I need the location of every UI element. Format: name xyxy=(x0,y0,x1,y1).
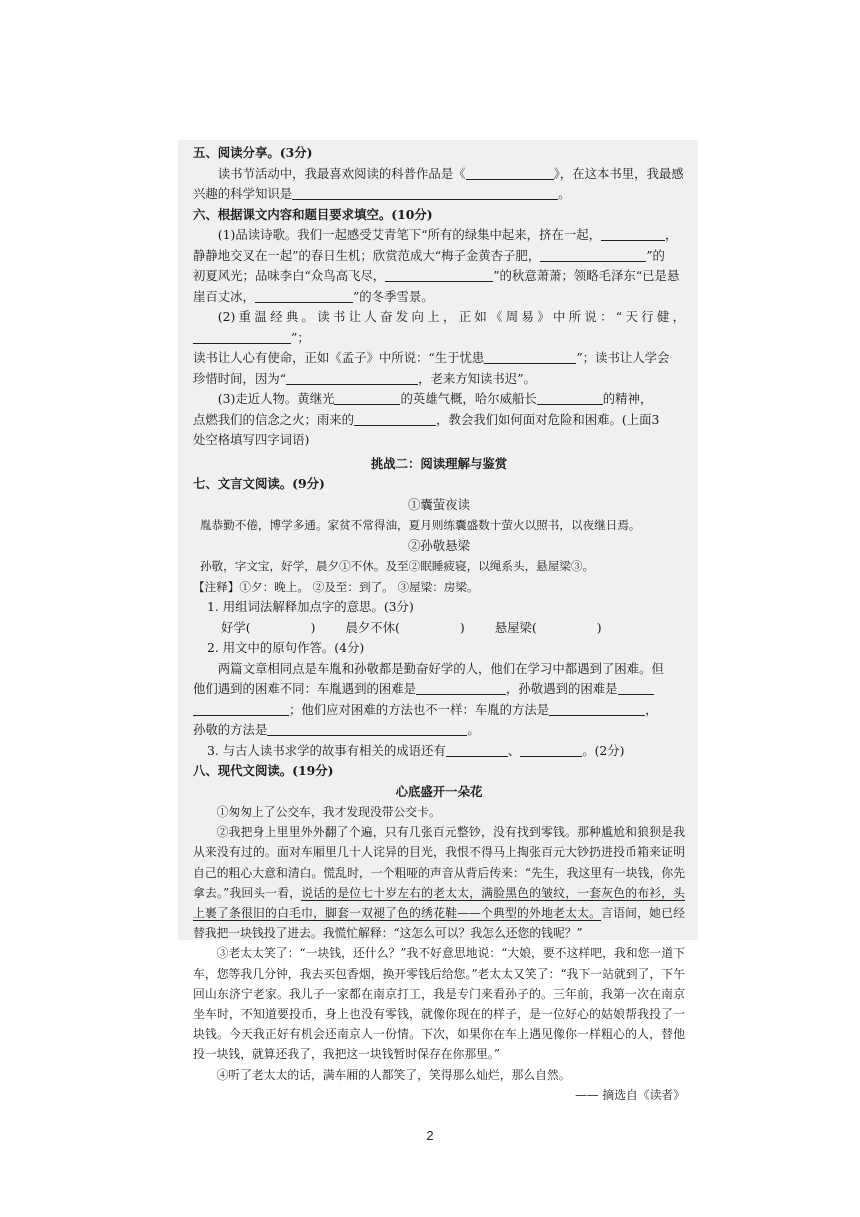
answer-blank[interactable] xyxy=(618,680,654,695)
section-5-line1: 读书节活动中，我最喜欢阅读的科普作品是《 》，在这本书里，我最感 xyxy=(217,165,684,181)
text-2-body: 孙敬，字文宝，好学，晨夕①不休。及至②眠睡疲寝，以绳系头，悬屋梁③。 xyxy=(199,559,595,573)
section-7-title: 七、文言文阅读。(9分) xyxy=(193,476,325,491)
answer-blank[interactable] xyxy=(446,742,508,757)
text-1-body: 胤恭勤不倦，博学多通。家贫不常得油，夏月则练囊盛数十萤火以照书，以夜继日焉。 xyxy=(199,518,641,532)
section-5-line2: 兴趣的科学知识是 。 xyxy=(193,186,571,201)
section-8-title: 八、现代文阅读。(19分) xyxy=(193,763,334,778)
answer-blank[interactable] xyxy=(385,267,493,282)
story-title: 心底盛开一朵花 xyxy=(395,783,483,799)
challenge-heading: 挑战二：阅读理解与鉴赏 xyxy=(370,455,508,471)
exam-content xyxy=(193,143,685,1105)
section-7-q1-words: 好学( ) 晨夕不休( ) 悬屋梁( ) xyxy=(221,619,602,635)
answer-blank[interactable] xyxy=(354,411,436,426)
section-6-q3: (3)走近人物。黄继光 的英雄气概，哈尔威船长 的精神， 点燃我们的信念之火；雨来的 ，教会我们如何面对危险和困难。(上面3 处空格填写四字词语) xyxy=(193,391,660,447)
section-7-q2-body: 两篇文章相同点是车胤和孙敬都是勤奋好学的人，他们在学习中都遇到了困难。但 他们遇到的困难不同：车胤遇到的困难是 ，孙敬遇到的困难是 ；他们应对困难的方法也不一样：车胤的方法是 ， 孙敬的方法是 。 xyxy=(193,660,664,737)
section-6-q1: (1)品读诗歌。我们一起感受艾青笔下“所有的绿集中起来，挤在一起， ， 静静地交叉在一起”的春日生机；欣赏范成大“梅子金黄杏子肥， ”的 初夏风光；品味李白“众鸟高飞尽， ”的秋意萧萧；领略毛泽东“已是悬 崖百丈冰， ”的冬季雪景。 xyxy=(193,227,680,304)
text-1-title: ①囊萤夜读 xyxy=(408,496,470,512)
answer-blank[interactable] xyxy=(540,247,646,262)
section-6-q2: (2)重温经典。读书让人奋发向上，正如《周易》中所说：“天行健，”； 读书让人心有使命，正如《孟子》中所说：“生于忧患 ”；读书让人学会 珍惜时间，因为“ ，老来方知读书迟”。 xyxy=(193,309,685,386)
answer-blank[interactable] xyxy=(484,349,576,364)
text-2-title: ②孙敬悬梁 xyxy=(408,537,470,553)
answer-blank[interactable] xyxy=(255,288,353,303)
story-paragraph-2: ②我把身上里里外外翻了个遍，只有几张百元整钞，没有找到零钱。那种尴尬和狼狈是我从来没有过的。面对车厢里几十人诧异的目光，我恨不得马上掏张百元大钞扔进投币箱来证明自己的粗心大意和清白。慌乱时，一个粗哑的声音从背后传来：“先生，我这里有一块钱，你先拿去。”我回头一看，说话的是位七十岁左右的老太太，满脸黑色的皱纹，一套灰色的布衫，头上裹了条很旧的白毛巾，脚套一双褪了色的绣花鞋——个典型的外地老太太。言语间，她已经替我把一块钱投了进去。我慌忙解释：“这怎么可以？我怎么还您的钱呢？” xyxy=(193,825,685,941)
answer-blank[interactable] xyxy=(466,165,554,180)
story-source: —— 摘选自《读者》 xyxy=(575,1087,685,1102)
page-number: 2 xyxy=(426,1128,434,1143)
section-5-title: 五、阅读分享。(3分) xyxy=(193,145,313,160)
story-paragraph-4: ④听了老太太的话，满车厢的人都笑了，笑得那么灿烂，那么自然。 xyxy=(216,1067,571,1082)
answer-blank[interactable] xyxy=(549,701,645,716)
underlined-description: 说话的是位七十岁左右的老太太，满脸黑色的皱纹，一套灰色的布衫，头上裹了条很旧的白毛巾，脚套一双褪了色的绣花鞋——个典型的外地老太太。 xyxy=(193,885,685,921)
story-paragraph-3: ③老太太笑了：“一块钱，还什么？”我不好意思地说：“大娘，要不这样吧，我和您一道下车，您等我几分钟，我去买包香烟，换开零钱后给您。”老太太又笑了：“我下一站就到了，下午回山东济宁老家。我儿子一家都在南京打工，我是专门来看孙子的。三年前，我第一次在南京坐车时，不知道要投币，身上也没有零钱，就像你现在的样子，是一位好心的姑娘帮我投了一块钱。今天我正好有机会还南京人一份情。下次，如果你在车上遇见像你一样粗心的人，替他投一块钱，就算还我了，我把这一块钱暂时保存在你那里。” xyxy=(193,946,685,1062)
answer-blank[interactable] xyxy=(193,701,289,716)
answer-blank[interactable] xyxy=(601,226,665,241)
section-7-q3: 3. 与古人读书求学的故事有相关的成语还有 、 。(2分) xyxy=(207,742,625,758)
story-paragraph-1: ①匆匆上了公交车，我才发现没带公交卡。 xyxy=(216,805,441,819)
answer-blank[interactable] xyxy=(267,721,467,736)
section-7-q2: 2. 用文中的原句作答。(4分) xyxy=(207,640,365,655)
section-6-title: 六、根据课文内容和题目要求填空。(10分) xyxy=(193,206,433,222)
answer-blank[interactable] xyxy=(286,370,418,385)
annotation-note: 【注释】①夕：晚上。 ②及至：到了。 ③屋梁：房梁。 xyxy=(193,579,479,594)
answer-blank[interactable] xyxy=(537,390,603,405)
answer-blank[interactable] xyxy=(193,329,291,344)
section-7-q1: 1. 用组词法解释加点字的意思。(3分) xyxy=(207,599,414,614)
answer-blank[interactable] xyxy=(292,185,558,200)
answer-blank[interactable] xyxy=(416,680,506,695)
answer-blank[interactable] xyxy=(520,742,582,757)
answer-blank[interactable] xyxy=(334,390,400,405)
